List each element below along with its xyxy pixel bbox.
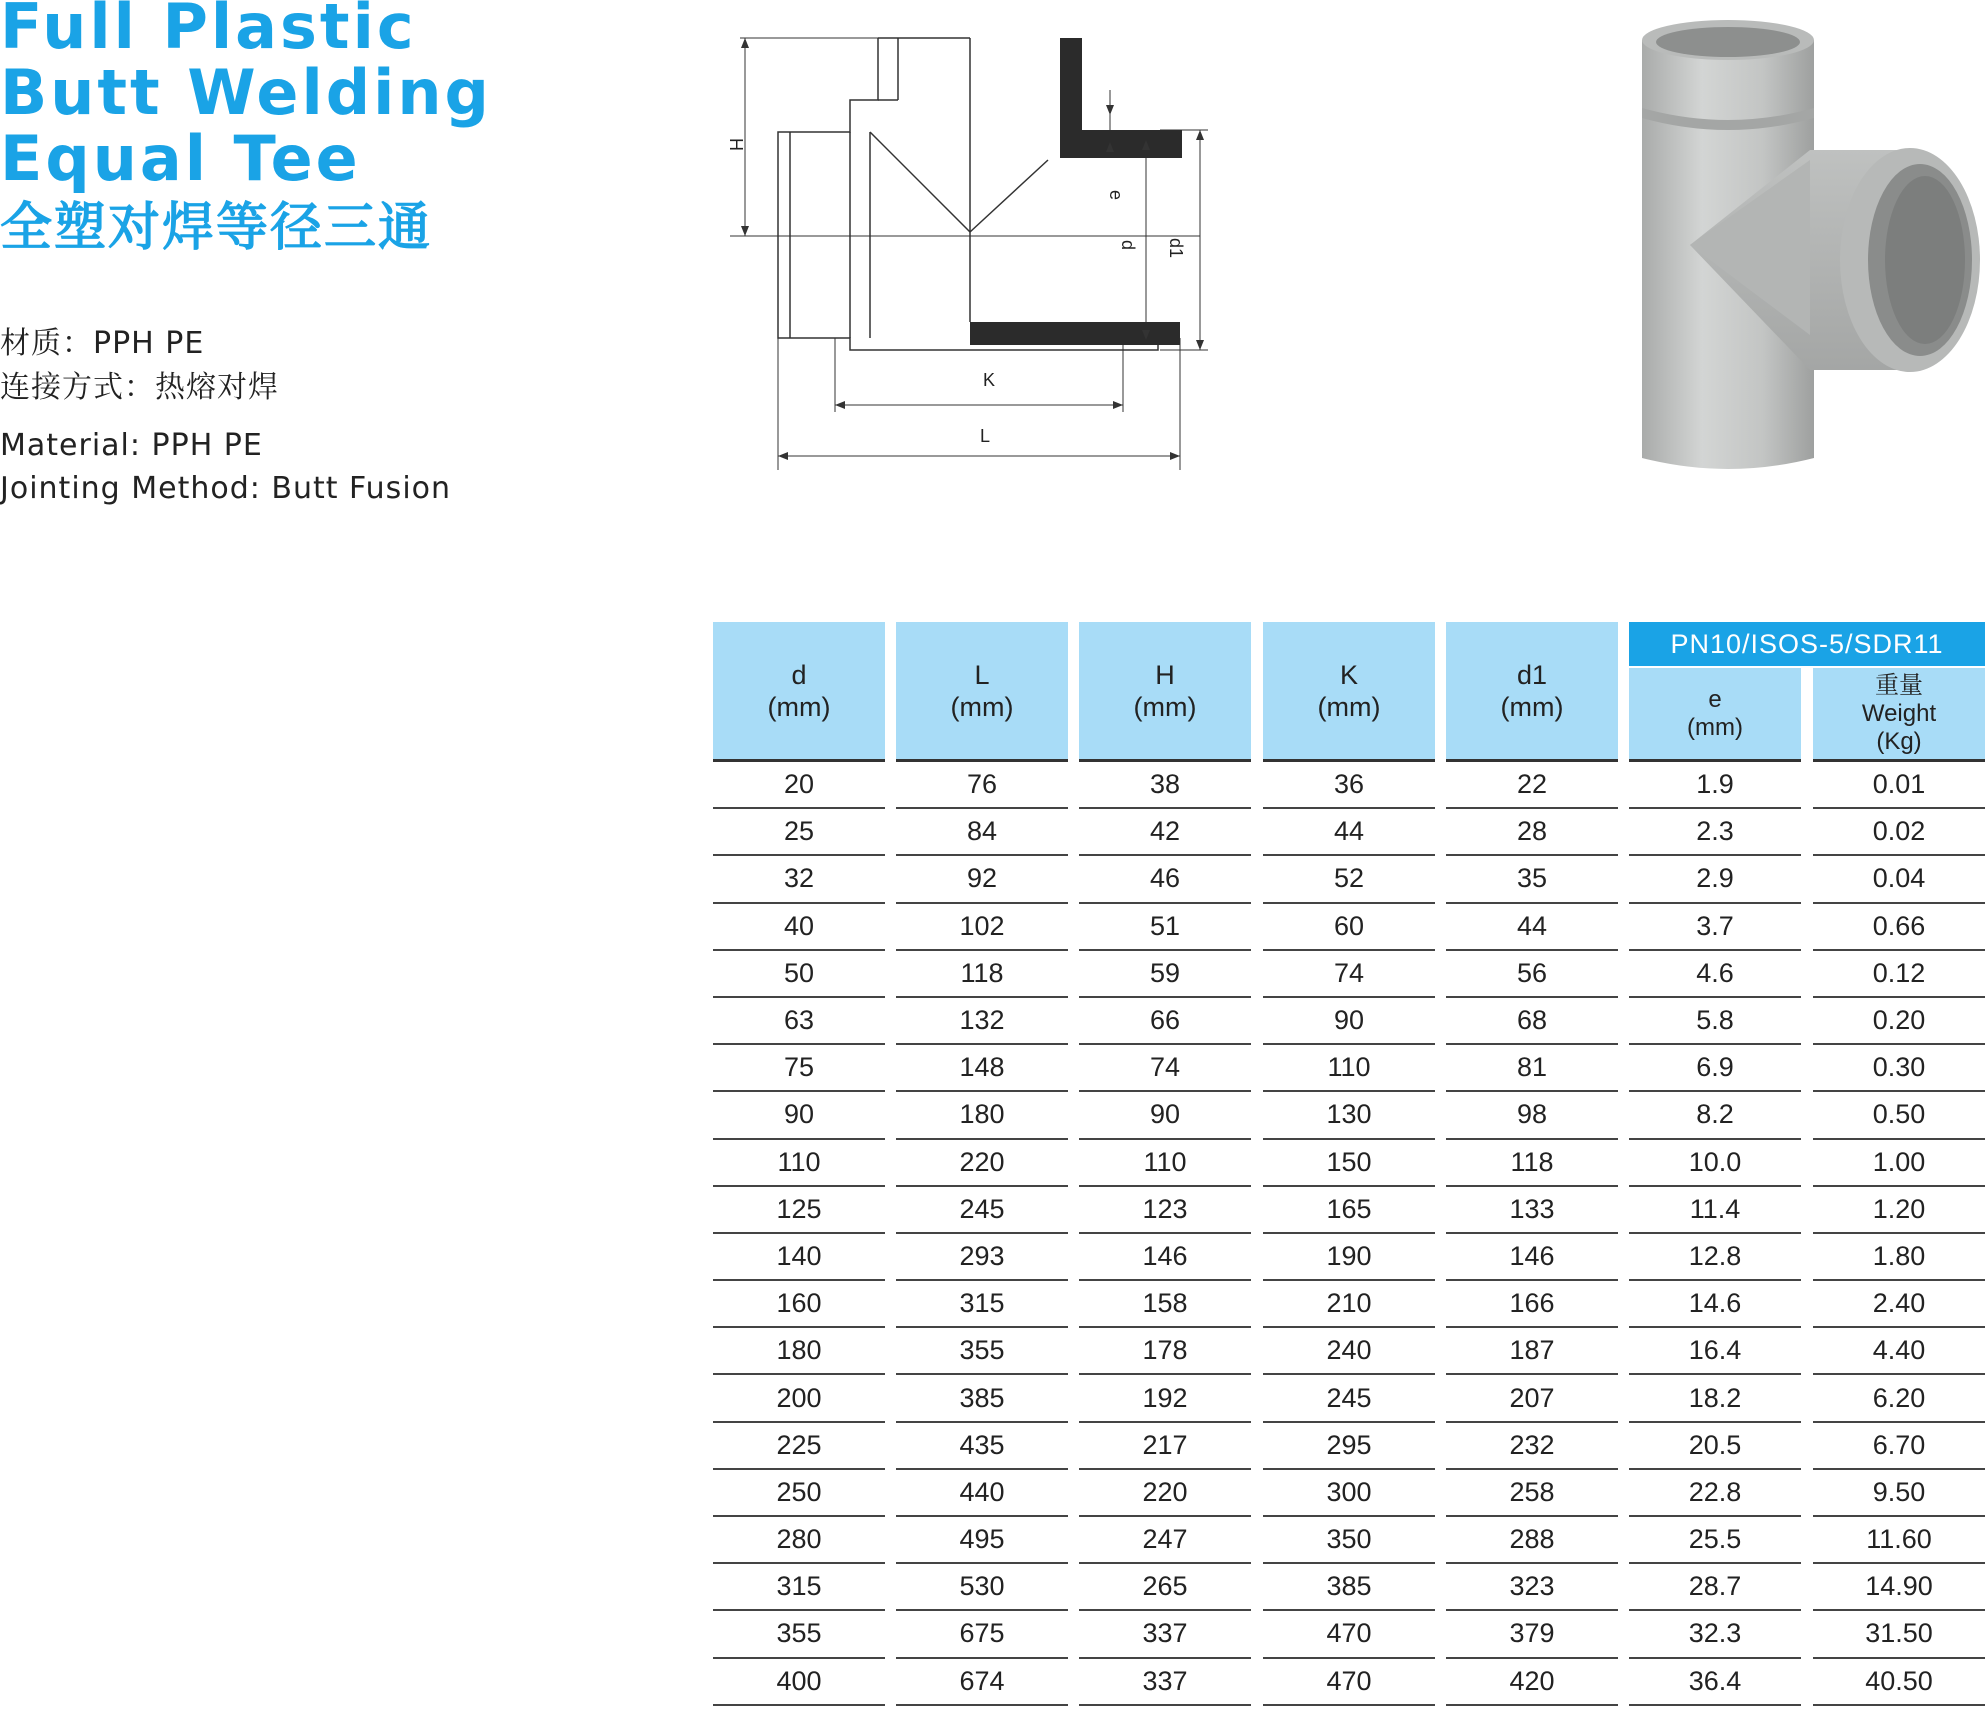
table-cell: 63: [713, 998, 885, 1045]
table-body: [713, 762, 1985, 1706]
table-cell: 90: [1263, 998, 1435, 1045]
table-row: [713, 998, 1985, 1045]
tee-technical-drawing: [690, 20, 1340, 480]
table-cell: 1.00: [1813, 1140, 1985, 1187]
table-cell: 0.50: [1813, 1092, 1985, 1139]
table-cell: 315: [896, 1281, 1068, 1328]
table-cell: 35: [1446, 856, 1618, 903]
table-cell: 192: [1079, 1375, 1251, 1422]
table-cell: 245: [1263, 1375, 1435, 1422]
table-cell: 148: [896, 1045, 1068, 1092]
table-cell: 3.7: [1629, 904, 1801, 951]
header-e-name: e: [1708, 685, 1722, 713]
table-cell: 132: [896, 998, 1068, 1045]
table-cell: 98: [1446, 1092, 1618, 1139]
table-cell: 51: [1079, 904, 1251, 951]
title-line-1: Full Plastic: [0, 0, 417, 63]
table-cell: 40.50: [1813, 1659, 1985, 1706]
table-row: [713, 904, 1985, 951]
table-cell: 288: [1446, 1517, 1618, 1564]
label-d: d: [1118, 240, 1138, 251]
header-d1-name: d1: [1516, 659, 1548, 690]
table-header: [713, 622, 1985, 762]
table-row: [713, 1328, 1985, 1375]
table-cell: 300: [1263, 1470, 1435, 1517]
table-cell: 258: [1446, 1470, 1618, 1517]
table-cell: 14.6: [1629, 1281, 1801, 1328]
table-cell: 435: [896, 1423, 1068, 1470]
table-cell: 315: [713, 1564, 885, 1611]
header-K-name: K: [1339, 659, 1358, 690]
table-cell: 150: [1263, 1140, 1435, 1187]
table-cell: 32: [713, 856, 885, 903]
table-cell: 32.3: [1629, 1611, 1801, 1658]
table-cell: 0.02: [1813, 809, 1985, 856]
header-H-name: H: [1155, 659, 1175, 690]
table-cell: 46: [1079, 856, 1251, 903]
table-cell: 470: [1263, 1611, 1435, 1658]
table-cell: 125: [713, 1187, 885, 1234]
table-cell: 0.01: [1813, 762, 1985, 809]
header-e: [1629, 668, 1801, 762]
table-cell: 220: [1079, 1470, 1251, 1517]
label-d1: d1: [1166, 238, 1186, 259]
table-cell: 232: [1446, 1423, 1618, 1470]
table-cell: 84: [896, 809, 1068, 856]
table-cell: 102: [896, 904, 1068, 951]
table-cell: 355: [713, 1611, 885, 1658]
header-L: [896, 622, 1068, 762]
table-cell: 6.20: [1813, 1375, 1985, 1422]
table-cell: 4.6: [1629, 951, 1801, 998]
material-cn: 材质：PPH PE: [0, 326, 205, 361]
header-H: [1079, 622, 1251, 762]
table-cell: 42: [1079, 809, 1251, 856]
table-cell: 22: [1446, 762, 1618, 809]
table-row: [713, 1045, 1985, 1092]
header-L-name: L: [974, 659, 990, 690]
label-e: e: [1106, 190, 1126, 201]
table-cell: 440: [896, 1470, 1068, 1517]
table-cell: 495: [896, 1517, 1068, 1564]
table-cell: 385: [896, 1375, 1068, 1422]
table-cell: 90: [1079, 1092, 1251, 1139]
table-cell: 187: [1446, 1328, 1618, 1375]
header-e-unit: (mm): [1687, 713, 1743, 741]
table-cell: 210: [1263, 1281, 1435, 1328]
table-cell: 0.20: [1813, 998, 1985, 1045]
table-cell: 36: [1263, 762, 1435, 809]
table-cell: 207: [1446, 1375, 1618, 1422]
table-cell: 6.9: [1629, 1045, 1801, 1092]
table-row: [713, 1564, 1985, 1611]
table-cell: 146: [1446, 1234, 1618, 1281]
title-line-3: Equal Tee: [0, 122, 361, 195]
table-cell: 379: [1446, 1611, 1618, 1658]
table-row: [713, 1187, 1985, 1234]
table-cell: 355: [896, 1328, 1068, 1375]
table-cell: 59: [1079, 951, 1251, 998]
table-cell: 118: [896, 951, 1068, 998]
table-cell: 123: [1079, 1187, 1251, 1234]
table-cell: 90: [713, 1092, 885, 1139]
table-cell: 158: [1079, 1281, 1251, 1328]
table-cell: 50: [713, 951, 885, 998]
table-cell: 18.2: [1629, 1375, 1801, 1422]
label-K: K: [983, 370, 996, 390]
table-cell: 0.04: [1813, 856, 1985, 903]
table-cell: 2.3: [1629, 809, 1801, 856]
table-cell: 110: [713, 1140, 885, 1187]
table-cell: 2.9: [1629, 856, 1801, 903]
table-row: [713, 1470, 1985, 1517]
table-cell: 76: [896, 762, 1068, 809]
table-cell: 68: [1446, 998, 1618, 1045]
table-cell: 36.4: [1629, 1659, 1801, 1706]
table-cell: 250: [713, 1470, 885, 1517]
table-cell: 110: [1079, 1140, 1251, 1187]
table-cell: 12.8: [1629, 1234, 1801, 1281]
table-cell: 75: [713, 1045, 885, 1092]
table-cell: 28.7: [1629, 1564, 1801, 1611]
header-H-unit: (mm): [1133, 691, 1197, 722]
header-K-unit: (mm): [1317, 691, 1381, 722]
table-cell: 1.80: [1813, 1234, 1985, 1281]
table-cell: 38: [1079, 762, 1251, 809]
header-weight-name: Weight: [1861, 699, 1937, 727]
title-line-2: Butt Welding: [0, 56, 492, 129]
header-weight-cn: 重量: [1875, 671, 1923, 699]
table-cell: 44: [1263, 809, 1435, 856]
table-cell: 180: [713, 1328, 885, 1375]
table-cell: 1.20: [1813, 1187, 1985, 1234]
table-cell: 225: [713, 1423, 885, 1470]
table-cell: 400: [713, 1659, 885, 1706]
table-cell: 385: [1263, 1564, 1435, 1611]
table-cell: 92: [896, 856, 1068, 903]
table-cell: 420: [1446, 1659, 1618, 1706]
table-row: [713, 762, 1985, 809]
table-cell: 110: [1263, 1045, 1435, 1092]
header-d1: [1446, 622, 1618, 762]
table-cell: 146: [1079, 1234, 1251, 1281]
table-row: [713, 856, 1985, 903]
table-cell: 22.8: [1629, 1470, 1801, 1517]
table-cell: 337: [1079, 1611, 1251, 1658]
table-cell: 265: [1079, 1564, 1251, 1611]
table-cell: 66: [1079, 998, 1251, 1045]
title-chinese: 全塑对焊等径三通: [0, 198, 433, 258]
table-cell: 166: [1446, 1281, 1618, 1328]
table-cell: 60: [1263, 904, 1435, 951]
table-cell: 220: [896, 1140, 1068, 1187]
jointing-en: Jointing Method: Butt Fusion: [0, 471, 452, 506]
table-cell: 470: [1263, 1659, 1435, 1706]
table-row: [713, 1375, 1985, 1422]
table-cell: 675: [896, 1611, 1068, 1658]
table-cell: 25: [713, 809, 885, 856]
table-cell: 28: [1446, 809, 1618, 856]
table-cell: 280: [713, 1517, 885, 1564]
table-cell: 74: [1263, 951, 1435, 998]
header-L-unit: (mm): [950, 691, 1014, 722]
table-cell: 530: [896, 1564, 1068, 1611]
table-cell: 180: [896, 1092, 1068, 1139]
table-row: [713, 1092, 1985, 1139]
table-cell: 165: [1263, 1187, 1435, 1234]
table-cell: 81: [1446, 1045, 1618, 1092]
table-cell: 52: [1263, 856, 1435, 903]
table-cell: 200: [713, 1375, 885, 1422]
header-d: [713, 622, 885, 762]
table-cell: 190: [1263, 1234, 1435, 1281]
table-cell: 240: [1263, 1328, 1435, 1375]
table-cell: 16.4: [1629, 1328, 1801, 1375]
table-cell: 293: [896, 1234, 1068, 1281]
table-cell: 2.40: [1813, 1281, 1985, 1328]
table-cell: 350: [1263, 1517, 1435, 1564]
table-cell: 10.0: [1629, 1140, 1801, 1187]
header-weight: [1813, 668, 1985, 762]
table-cell: 56: [1446, 951, 1618, 998]
table-cell: 8.2: [1629, 1092, 1801, 1139]
table-row: [713, 1659, 1985, 1706]
table-cell: 4.40: [1813, 1328, 1985, 1375]
table-row: [713, 809, 1985, 856]
table-cell: 44: [1446, 904, 1618, 951]
table-row: [713, 1517, 1985, 1564]
table-cell: 133: [1446, 1187, 1618, 1234]
table-cell: 178: [1079, 1328, 1251, 1375]
table-cell: 140: [713, 1234, 885, 1281]
table-cell: 31.50: [1813, 1611, 1985, 1658]
table-cell: 337: [1079, 1659, 1251, 1706]
table-row: [713, 1234, 1985, 1281]
table-cell: 0.12: [1813, 951, 1985, 998]
table-cell: 130: [1263, 1092, 1435, 1139]
table-row: [713, 1281, 1985, 1328]
table-row: [713, 1423, 1985, 1470]
table-cell: 11.4: [1629, 1187, 1801, 1234]
table-cell: 1.9: [1629, 762, 1801, 809]
pn-rating-header: PN10/ISOS-5/SDR11: [1629, 622, 1985, 666]
label-L: L: [980, 426, 991, 446]
table-cell: 245: [896, 1187, 1068, 1234]
tee-product-image: [1620, 10, 1985, 480]
table-row: [713, 951, 1985, 998]
table-cell: 20.5: [1629, 1423, 1801, 1470]
jointing-cn: 连接方式：热熔对焊: [0, 370, 279, 405]
label-H: H: [726, 138, 746, 151]
table-cell: 0.30: [1813, 1045, 1985, 1092]
dimension-table: [713, 622, 1985, 1706]
table-cell: 40: [713, 904, 885, 951]
header-d-unit: (mm): [767, 691, 831, 722]
table-cell: 6.70: [1813, 1423, 1985, 1470]
table-cell: 118: [1446, 1140, 1618, 1187]
table-row: [713, 1140, 1985, 1187]
table-row: [713, 1611, 1985, 1658]
table-cell: 674: [896, 1659, 1068, 1706]
table-cell: 74: [1079, 1045, 1251, 1092]
table-cell: 11.60: [1813, 1517, 1985, 1564]
header-K: [1263, 622, 1435, 762]
header-d1-unit: (mm): [1500, 691, 1564, 722]
header-d-name: d: [791, 659, 807, 690]
table-cell: 323: [1446, 1564, 1618, 1611]
table-cell: 160: [713, 1281, 885, 1328]
title-block: [0, 0, 492, 258]
header-weight-unit: (Kg): [1876, 727, 1922, 755]
table-cell: 295: [1263, 1423, 1435, 1470]
table-cell: 5.8: [1629, 998, 1801, 1045]
table-cell: 20: [713, 762, 885, 809]
table-cell: 247: [1079, 1517, 1251, 1564]
table-cell: 14.90: [1813, 1564, 1985, 1611]
table-cell: 25.5: [1629, 1517, 1801, 1564]
material-en: Material: PPH PE: [0, 428, 263, 463]
table-cell: 9.50: [1813, 1470, 1985, 1517]
table-cell: 0.66: [1813, 904, 1985, 951]
table-cell: 217: [1079, 1423, 1251, 1470]
